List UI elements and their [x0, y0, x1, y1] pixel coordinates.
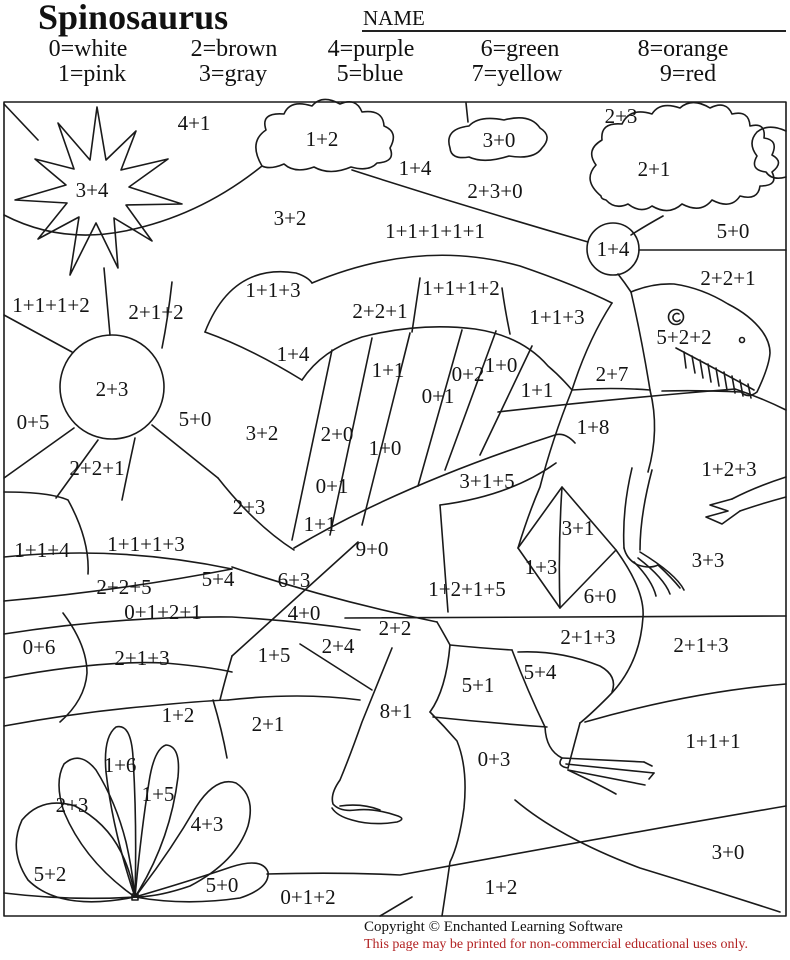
math-problem-label: 2+2+1 [700, 266, 756, 290]
usage-notice-text: This page may be printed for non-commercial educational uses only. [364, 937, 748, 952]
math-problem-label: 3+3 [691, 548, 725, 572]
math-problem-label: 1+1+1+3 [107, 532, 185, 556]
math-problem-label: 1+0 [484, 353, 518, 377]
math-problem-label: 1+1+3 [245, 278, 301, 302]
math-problem-label: 1+1+1+1+1 [385, 219, 485, 243]
math-problem-label: 1+3 [524, 555, 558, 579]
page-title: Spinosaurus [38, 0, 229, 37]
math-problem-label: 6+3 [277, 568, 311, 592]
color-key-item: 1=pink [57, 61, 127, 87]
math-problem-label: 0+1 [421, 384, 455, 408]
math-problem-label: 1+6 [103, 753, 137, 777]
math-problem-label: 0+6 [22, 635, 56, 659]
math-problem-label: 8+1 [379, 699, 413, 723]
math-problem-label: 1+1+4 [14, 538, 70, 562]
name-label: NAME [363, 6, 425, 30]
math-problem-label: 2+2+5 [96, 575, 152, 599]
color-key-item: 5=blue [336, 61, 404, 87]
math-problem-label: 5+2 [33, 862, 67, 886]
math-problem-label: 0+1 [315, 474, 349, 498]
math-problem-label: 1+1+1+2 [422, 276, 500, 300]
color-key-item: 7=yellow [471, 61, 563, 87]
color-key-item: 0=white [48, 36, 128, 62]
math-problem-label: 3+1 [561, 516, 595, 540]
math-problem-label: 2+3 [55, 793, 89, 817]
math-problem-label: 2+2+1 [69, 456, 125, 480]
math-problem-label: 5+4 [523, 660, 557, 684]
math-problem-label: 3+1+5 [459, 469, 515, 493]
math-problem-label: 1+4 [398, 156, 432, 180]
math-problem-label: 1+1+1 [685, 729, 741, 753]
math-problem-label: 5+1 [461, 673, 495, 697]
math-problem-label: 0+1+2+1 [124, 600, 202, 624]
math-problem-label: 9+0 [355, 537, 389, 561]
cloud-icons [256, 99, 786, 235]
math-problem-label: 2+7 [595, 362, 629, 386]
math-problem-label: 4+1 [177, 111, 211, 135]
color-key-item: 3=gray [198, 61, 268, 87]
math-problem-label: 1+1+1+2 [12, 293, 90, 317]
math-problem-label: 2+0 [320, 422, 354, 446]
math-problem-label: 1+0 [368, 436, 402, 460]
color-key-item: 8=orange [637, 36, 729, 62]
math-problem-label: 1+1+3 [529, 305, 585, 329]
color-key-item: 9=red [659, 61, 717, 87]
math-problem-label: 2+3 [604, 104, 638, 128]
math-problem-label: 2+1+3 [673, 633, 729, 657]
math-problem-label: 5+0 [716, 219, 750, 243]
eye-icon [669, 310, 684, 325]
math-problem-label: 1+1 [520, 378, 554, 402]
math-problem-label: 2+1+3 [114, 646, 170, 670]
math-problem-label: 1+2 [305, 127, 339, 151]
math-problem-label: 3+4 [75, 178, 109, 202]
math-problem-label: 2+3 [232, 495, 266, 519]
math-problem-label: 2+4 [321, 634, 355, 658]
math-problem-label: 2+1 [637, 157, 671, 181]
math-problem-label: 1+2 [484, 875, 518, 899]
math-problem-label: 2+1+2 [128, 300, 184, 324]
color-key-item: 4=purple [327, 36, 415, 62]
math-problem-label: 2+1+3 [560, 625, 616, 649]
nostril-icon [740, 338, 745, 343]
math-problem-label: 1+4 [596, 237, 630, 261]
math-problem-label: 1+4 [276, 342, 310, 366]
math-problem-label: 1+2+1+5 [428, 577, 506, 601]
math-problem-label: 2+1 [251, 712, 285, 736]
math-problem-label: 3+2 [245, 421, 279, 445]
color-key-item: 6=green [480, 36, 560, 62]
math-problem-label: 3+0 [482, 128, 516, 152]
math-problem-label: 3+0 [711, 840, 745, 864]
math-problem-label: 2+2 [378, 616, 412, 640]
math-problem-label: 0+2 [451, 362, 485, 386]
math-problem-label: 2+3 [95, 377, 129, 401]
math-problem-label: 0+1+2 [280, 885, 336, 909]
math-problem-label: 1+1 [371, 358, 405, 382]
math-problem-label: 2+2+1 [352, 299, 408, 323]
math-problem-label: 1+2 [161, 703, 195, 727]
math-problem-label: 4+3 [190, 812, 224, 836]
math-problem-label: 1+5 [257, 643, 291, 667]
color-key-item: 2=brown [190, 36, 278, 62]
math-problem-label: 5+0 [205, 873, 239, 897]
math-problem-label: 1+5 [141, 782, 175, 806]
math-problem-label: 6+0 [583, 584, 617, 608]
math-problem-label: 2+3+0 [467, 179, 523, 203]
copyright-text: Copyright © Enchanted Learning Software [364, 919, 623, 935]
math-problem-label: 5+4 [201, 567, 235, 591]
math-problem-label: 1+1 [303, 512, 337, 536]
math-problem-label: 5+2+2 [656, 325, 712, 349]
math-problem-label: 3+2 [273, 206, 307, 230]
math-problem-label: 4+0 [287, 601, 321, 625]
math-problem-label: 0+5 [16, 410, 50, 434]
math-problem-label: 0+3 [477, 747, 511, 771]
math-problem-label: 1+8 [576, 415, 610, 439]
math-problem-label: 5+0 [178, 407, 212, 431]
math-problem-label: 1+2+3 [701, 457, 757, 481]
